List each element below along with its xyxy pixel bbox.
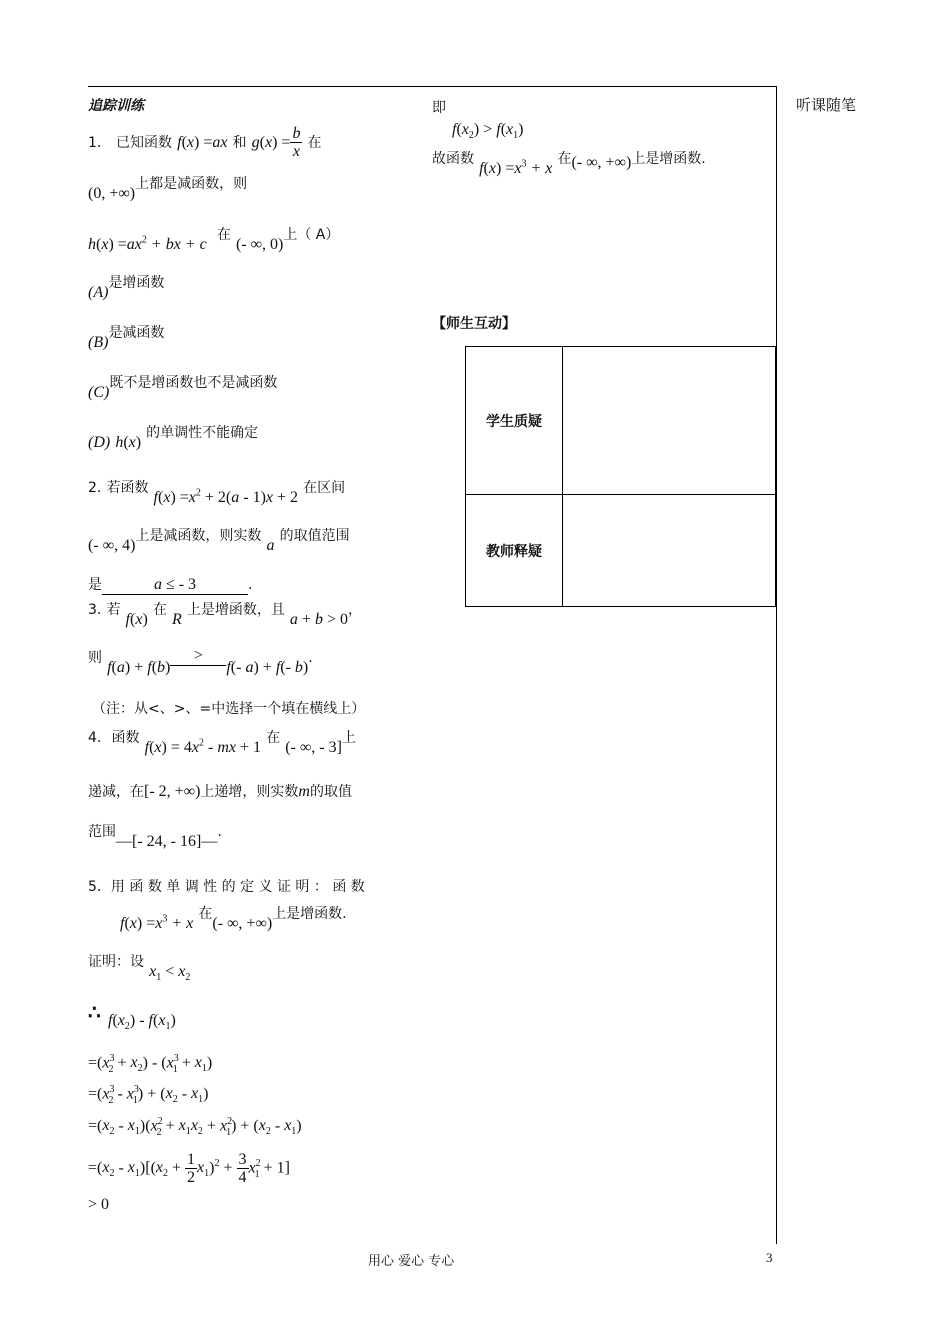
right-inequality: 即 $f(x_2) > f(x_1)$ [432,100,524,142]
q3-note: （注：从<、>、=中选择一个填在横线上） [92,701,366,717]
header-rule [88,86,776,87]
right-conclusion: 故函数 $f(x) =x^3 + x$ 在(- ∞, +∞)上是增函数. [432,151,706,177]
q1-line1: 1． 已知函数 f(x) =ax 和 g(x) = $\frac{b}{x}$ 在 [88,125,322,160]
proof-step-1: $=(x^3_2 + x_2) - (x^3_1 + x_1)$ [88,1053,213,1075]
q1-option-a: (A)是增函数 [88,275,165,301]
q4-line2: 递减，在[- 2, +∞)上递增，则实数m的取值 [88,783,352,800]
interaction-table [465,346,776,607]
q2-line1: 2. 若函数 $f(x) =x^2 + 2(a - 1)x + 2$ 在区间 [88,480,346,506]
q1-option-d: (D) h(x) 的单调性不能确定 [88,425,259,451]
q2-line3: 是 a ≤ - 3 . [88,576,253,593]
q5-line2: $f(x) =x^3 + x$ 在(- ∞, +∞)上是增函数. [120,906,347,932]
proof-setup: 证明：设 $x_1 < x_2$ [88,954,191,984]
proof-step-5: > 0 [88,1196,110,1213]
q4-line3: 范围—[- 24, - 16]—. [88,824,222,850]
teacher-answers-label: 教师释疑 [466,495,563,607]
margin-rule [776,86,777,1244]
q5-line1: 5．用 函 数 单 调 性 的 定 义 证 明 ： 函 数 [88,879,365,895]
q1-option-c: (C)既不是增函数也不是减函数 [88,375,278,401]
q3-line1: 3. 若 f(x) 在 R 上是增函数，且 a + b > 0， [88,602,362,628]
page-number: 3 [766,1250,773,1265]
footer-motto: 用心 爱心 专心 [368,1254,455,1269]
proof-step-4: $=(x_2 - x_1)[(x_2$ + $\frac{1}{2}$ $x_1)^2$ + $\frac{3}{4}$ $x^2_1 + 1$] [88,1151,290,1187]
proof-step-2: $=(x^3_2 - x^3_1) + (x_2 - x_1)$ [88,1084,209,1106]
section-title: 追踪训练 [88,98,144,114]
side-note: 听课随笔 [796,96,857,114]
proof-step-3: $=(x_2 - x_1)(x^2_2 + x_1x_2 + x^2_1) + (x_2 - x_1)$ [88,1116,302,1138]
therefore-symbol: ∴ [88,1002,101,1024]
student-questions-cell [563,347,776,495]
q1-line2: (0, +∞)上都是减函数，则 [88,176,248,202]
q1-option-b: (B)是减函数 [88,325,165,351]
interaction-title: 【师生互动】 [432,316,516,332]
student-questions-label: 学生质疑 [466,347,563,495]
teacher-answers-cell [563,495,776,607]
q1-line3: $h(x) =ax^2$ + bx + c 在 (- ∞, 0)上（ A） [88,227,340,253]
q3-answer-blank: > [170,647,226,666]
q4-line1: 4. 函数 $f(x) = 4x^2$ - mx + 1 在 (- ∞, - 3]上 [88,730,356,756]
proof-step-0: $f(x_2) - f(x_1)$ [108,1012,176,1033]
q3-line2: 则 f(a) + f(b)>f(- a) + f(- b). [88,647,313,676]
q2-line2: (- ∞, 4)上是减函数，则实数 a 的取值范围 [88,528,350,554]
table-row [466,495,776,607]
table-row [466,347,776,495]
